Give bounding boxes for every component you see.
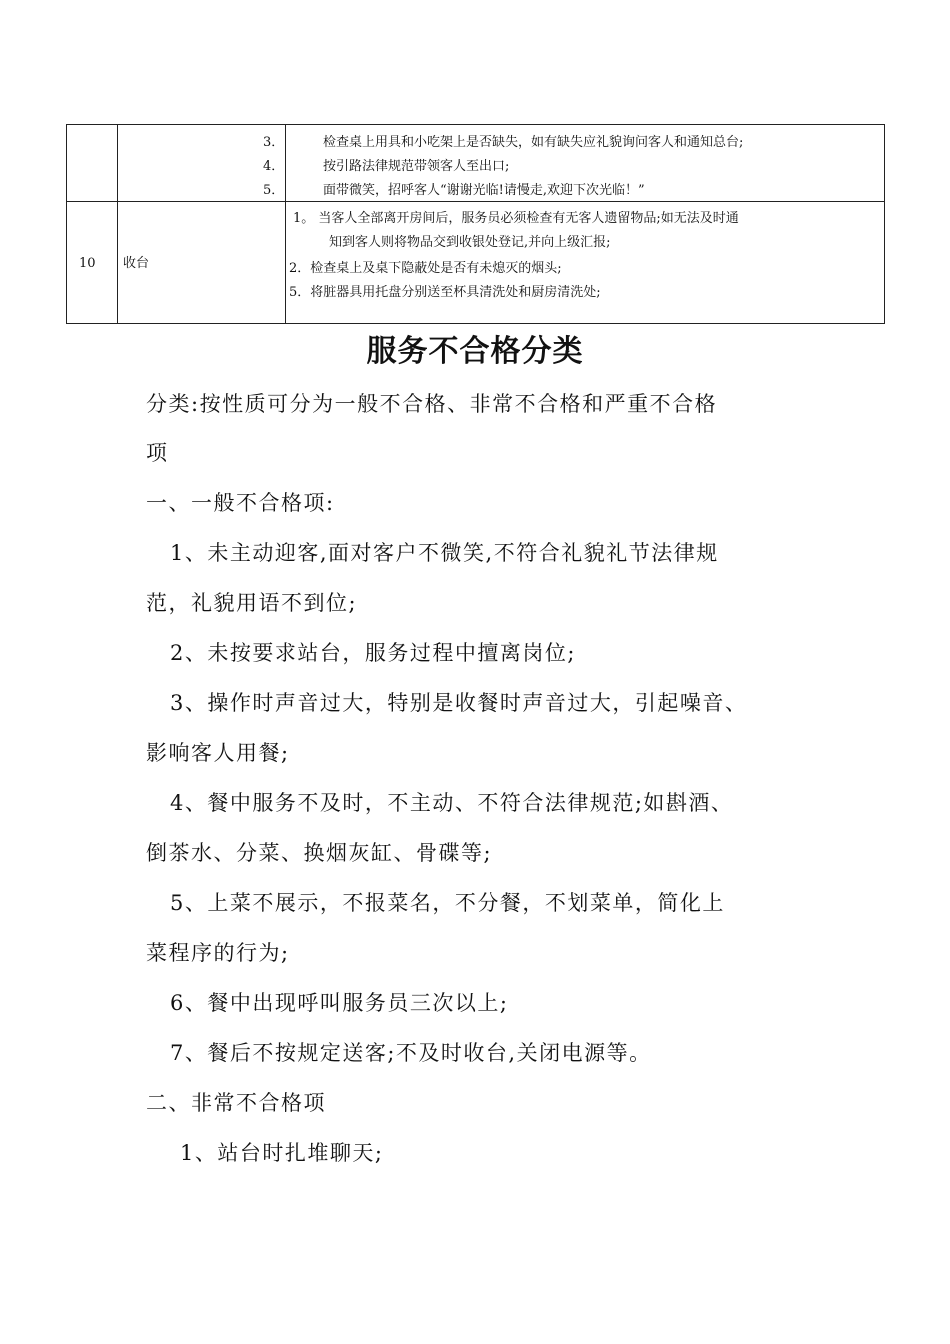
procedure-line: 知到客人则将物品交到收银处登记,并向上级汇报; [329, 235, 611, 250]
list-item-continuation: 影响客人用餐; [146, 741, 290, 765]
list-item-continuation: 范，礼貌用语不到位; [146, 591, 358, 615]
step-text: 面带微笑，招呼客人“谢谢光临!请慢走,欢迎下次光临！” [323, 183, 645, 198]
column-divider [285, 125, 286, 323]
list-item-continuation: 菜程序的行为; [146, 941, 290, 965]
list-item: 5、上菜不展示，不报菜名，不分餐，不划菜单，简化上 [170, 891, 725, 915]
document-title: 服务不合格分类 [366, 334, 584, 369]
section-heading: 一、一般不合格项: [146, 491, 335, 515]
list-item: 3、操作时声音过大，特别是收餐时声音过大，引起噪音、 [170, 691, 748, 715]
step-number: 3． [263, 135, 285, 150]
column-divider [117, 125, 118, 323]
row-index: 10 [79, 256, 96, 271]
list-item: 7、餐后不按规定送客;不及时收台,关闭电源等。 [170, 1041, 652, 1065]
procedure-table [66, 124, 885, 324]
list-item: 6、餐中出现呼叫服务员三次以上; [170, 991, 509, 1015]
step-number: 5． [263, 183, 285, 198]
procedure-line: 1。 当客人全部离开房间后，服务员必须检查有无客人遗留物品;如无法及时通 [293, 211, 739, 226]
list-item-continuation: 倒茶水、分菜、换烟灰缸、骨碟等; [146, 841, 493, 865]
list-item: 1、未主动迎客,面对客户不微笑,不符合礼貌礼节法律规 [170, 541, 719, 565]
step-text: 检查桌上用具和小吃架上是否缺失，如有缺失应礼貌询问客人和通知总台; [323, 135, 744, 150]
step-number: 4． [263, 159, 285, 174]
step-text: 按引路法律规范带领客人至出口; [323, 159, 510, 174]
list-item: 4、餐中服务不及时，不主动、不符合法律规范;如斟酒、 [170, 791, 734, 815]
paragraph: 分类:按性质可分为一般不合格、非常不合格和严重不合格 [146, 392, 718, 416]
list-item: 2、未按要求站台，服务过程中擅离岗位; [170, 641, 576, 665]
paragraph: 项 [146, 441, 169, 465]
list-item: 1、站台时扎堆聊天; [180, 1141, 384, 1165]
row-name: 收台 [123, 256, 150, 271]
row-divider [67, 201, 884, 202]
procedure-line: 5．将脏器具用托盘分别送至杯具清洗处和厨房清洗处; [289, 285, 601, 300]
procedure-line: 2．检查桌上及桌下隐蔽处是否有未熄灭的烟头; [289, 261, 562, 276]
section-heading: 二、非常不合格项 [146, 1091, 326, 1115]
